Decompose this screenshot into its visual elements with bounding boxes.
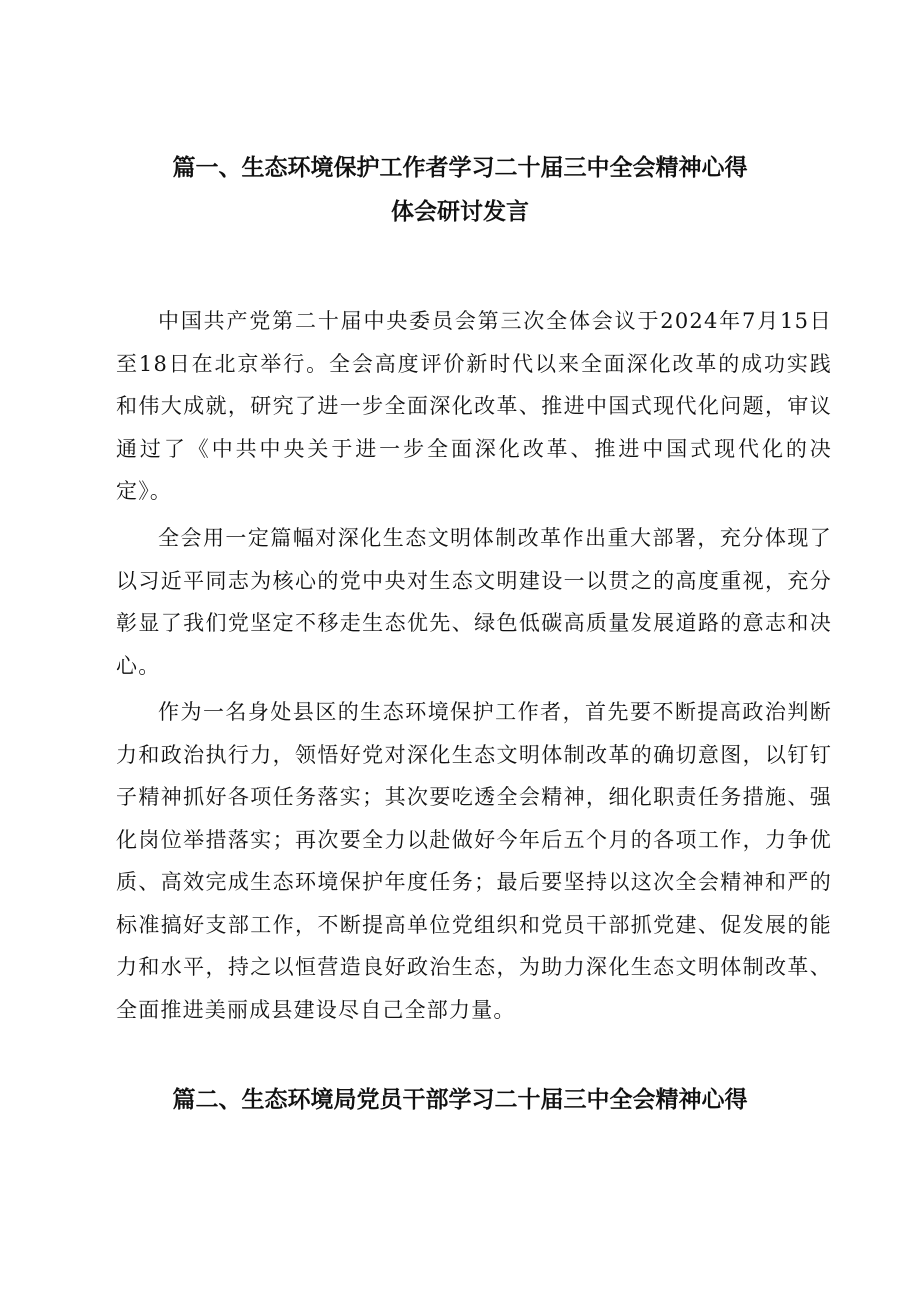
section-1-title-line-2: 体会研讨发言 bbox=[391, 199, 529, 225]
section-1-title bbox=[120, 146, 800, 234]
section-1-paragraph-1: 中国共产党第二十届中央委员会第三次全体会议于2024年7月15日至18日在北京举行。全会高度评价新时代以来全面深化改革的成功实践和伟大成就，研究了进一步全面深化改革、推进中国式现代化问题，审议通过了《中共中央关于进一步全面深化改革、推进中国式现代化的决定》。 bbox=[116, 309, 832, 503]
section-1-title-line-1: 篇一、生态环境保护工作者学习二十届三中全会精神心得 bbox=[172, 155, 748, 181]
section-2-title bbox=[120, 1078, 800, 1122]
section-2-title-line-1: 篇二、生态环境局党员干部学习二十届三中全会精神心得 bbox=[172, 1087, 748, 1113]
section-1-paragraph-2: 全会用一定篇幅对深化生态文明体制改革作出重大部署，充分体现了以习近平同志为核心的党中央对生态文明建设一以贯之的高度重视，充分彰显了我们党坚定不移走生态优先、绿色低碳高质量发展道路的意志和决心。 bbox=[116, 526, 832, 678]
section-1-paragraph-3: 作为一名身处县区的生态环境保护工作者，首先要不断提高政治判断力和政治执行力，领悟好党对深化生态文明体制改革的确切意图，以钉钉子精神抓好各项任务落实；其次要吃透全会精神，细化职责任务措施、强化岗位举措落实；再次要全力以赴做好今年后五个月的各项工作，力争优质、高效完成生态环境保护年度任务；最后要坚持以这次全会精神和严的标准搞好支部工作，不断提高单位党组织和党员干部抓党建、促发展的能力和水平，持之以恒营造良好政治生态，为助力深化生态文明体制改革、全面推进美丽成县建设尽自己全部力量。 bbox=[116, 700, 832, 1022]
